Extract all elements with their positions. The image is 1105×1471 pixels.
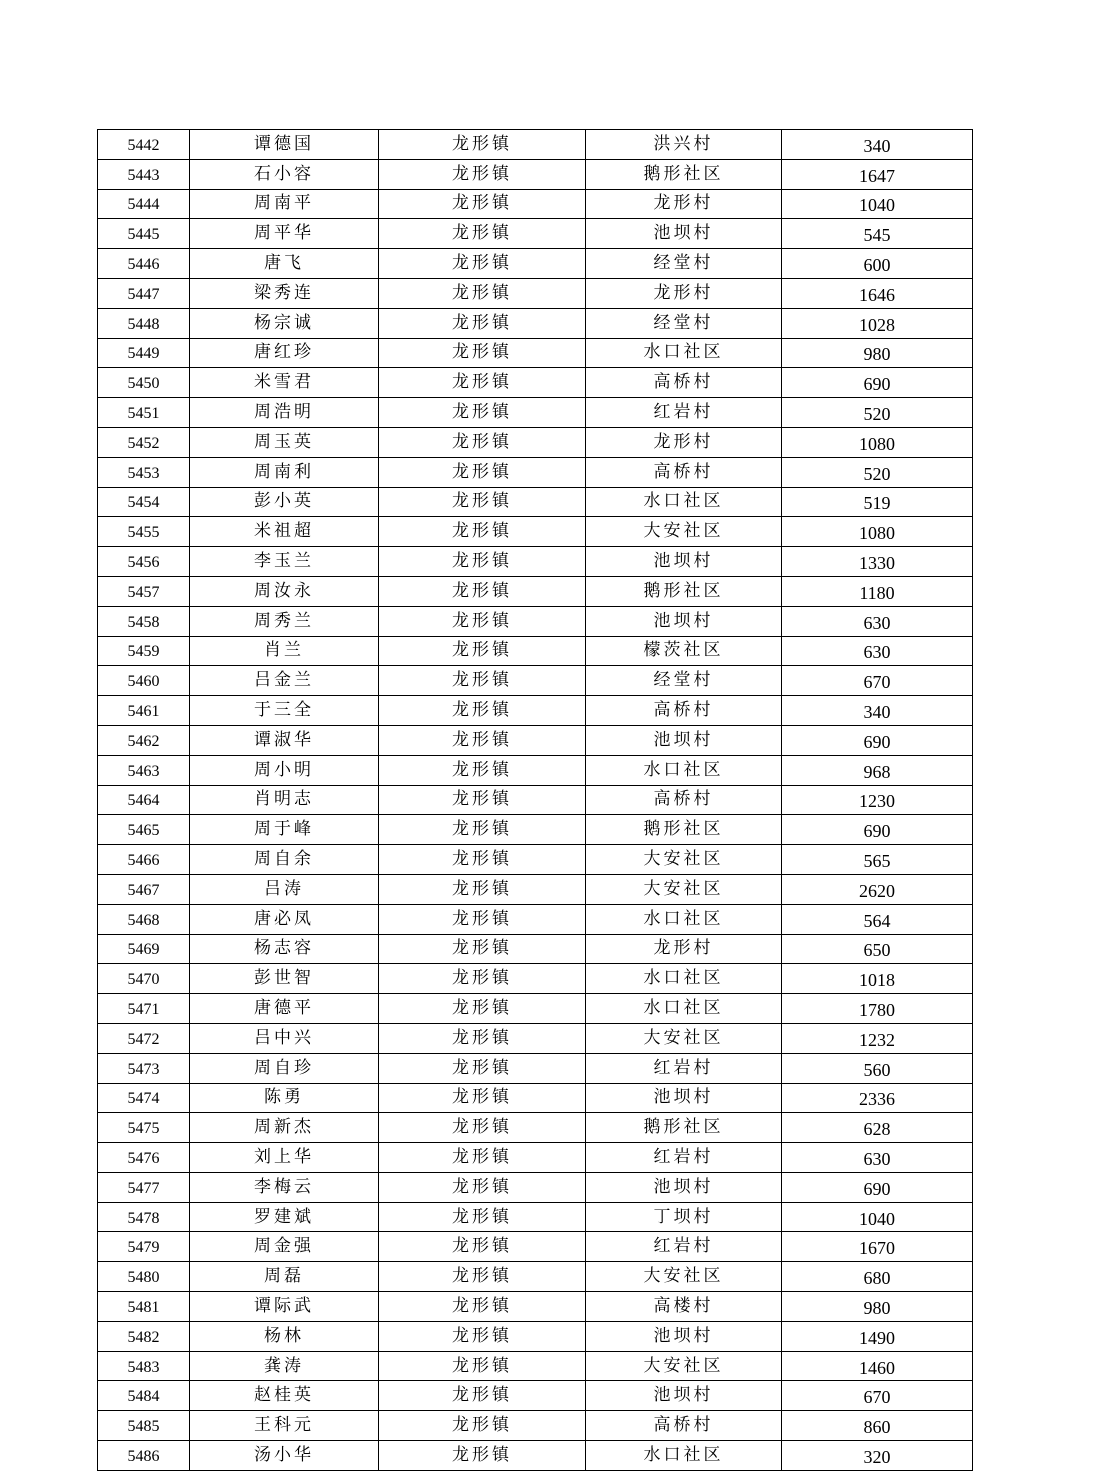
cell-town: 龙形镇 bbox=[379, 1113, 586, 1143]
cell-name: 周玉英 bbox=[190, 427, 379, 457]
cell-amount: 1040 bbox=[782, 1202, 973, 1232]
cell-amount: 690 bbox=[782, 1172, 973, 1202]
cell-amount: 564 bbox=[782, 904, 973, 934]
cell-name: 周秀兰 bbox=[190, 606, 379, 636]
table-row bbox=[98, 1023, 973, 1053]
cell-village: 池坝村 bbox=[586, 219, 782, 249]
cell-village: 大安社区 bbox=[586, 517, 782, 547]
cell-name: 杨志容 bbox=[190, 934, 379, 964]
cell-town: 龙形镇 bbox=[379, 398, 586, 428]
table-row bbox=[98, 1143, 973, 1173]
table-row bbox=[98, 904, 973, 934]
table-row bbox=[98, 1292, 973, 1322]
cell-amount: 340 bbox=[782, 130, 973, 160]
cell-id: 5476 bbox=[98, 1143, 190, 1173]
cell-name: 周汝永 bbox=[190, 576, 379, 606]
cell-name: 唐德平 bbox=[190, 994, 379, 1024]
table-row bbox=[98, 606, 973, 636]
cell-name: 周自珍 bbox=[190, 1053, 379, 1083]
cell-town: 龙形镇 bbox=[379, 1202, 586, 1232]
cell-amount: 1647 bbox=[782, 159, 973, 189]
table-row bbox=[98, 576, 973, 606]
table-row bbox=[98, 1232, 973, 1262]
table-row bbox=[98, 487, 973, 517]
table-row bbox=[98, 964, 973, 994]
cell-village: 水口社区 bbox=[586, 755, 782, 785]
cell-name: 谭淑华 bbox=[190, 725, 379, 755]
cell-town: 龙形镇 bbox=[379, 338, 586, 368]
cell-village: 大安社区 bbox=[586, 1351, 782, 1381]
table-row bbox=[98, 517, 973, 547]
cell-village: 经堂村 bbox=[586, 308, 782, 338]
cell-town: 龙形镇 bbox=[379, 1262, 586, 1292]
cell-village: 水口社区 bbox=[586, 338, 782, 368]
cell-id: 5445 bbox=[98, 219, 190, 249]
cell-name: 周平华 bbox=[190, 219, 379, 249]
cell-village: 鹅形社区 bbox=[586, 1113, 782, 1143]
cell-id: 5477 bbox=[98, 1172, 190, 1202]
cell-amount: 680 bbox=[782, 1262, 973, 1292]
table-row bbox=[98, 636, 973, 666]
cell-name: 米祖超 bbox=[190, 517, 379, 547]
cell-town: 龙形镇 bbox=[379, 487, 586, 517]
cell-town: 龙形镇 bbox=[379, 517, 586, 547]
cell-id: 5442 bbox=[98, 130, 190, 160]
cell-name: 陈勇 bbox=[190, 1083, 379, 1113]
cell-name: 龚涛 bbox=[190, 1351, 379, 1381]
cell-amount: 1180 bbox=[782, 576, 973, 606]
cell-amount: 1646 bbox=[782, 278, 973, 308]
cell-id: 5474 bbox=[98, 1083, 190, 1113]
table-row bbox=[98, 1053, 973, 1083]
cell-name: 于三全 bbox=[190, 696, 379, 726]
cell-amount: 980 bbox=[782, 1292, 973, 1322]
cell-id: 5471 bbox=[98, 994, 190, 1024]
table-row bbox=[98, 398, 973, 428]
table-row bbox=[98, 1202, 973, 1232]
table-row bbox=[98, 278, 973, 308]
cell-amount: 650 bbox=[782, 934, 973, 964]
cell-id: 5461 bbox=[98, 696, 190, 726]
cell-amount: 690 bbox=[782, 815, 973, 845]
table-row bbox=[98, 1172, 973, 1202]
cell-id: 5451 bbox=[98, 398, 190, 428]
cell-amount: 520 bbox=[782, 398, 973, 428]
cell-town: 龙形镇 bbox=[379, 1232, 586, 1262]
table-row bbox=[98, 1113, 973, 1143]
cell-village: 池坝村 bbox=[586, 606, 782, 636]
cell-amount: 1230 bbox=[782, 785, 973, 815]
table-row bbox=[98, 1083, 973, 1113]
cell-village: 大安社区 bbox=[586, 874, 782, 904]
cell-amount: 320 bbox=[782, 1441, 973, 1471]
table-row bbox=[98, 368, 973, 398]
cell-town: 龙形镇 bbox=[379, 1441, 586, 1471]
cell-name: 周金强 bbox=[190, 1232, 379, 1262]
cell-town: 龙形镇 bbox=[379, 1083, 586, 1113]
cell-amount: 519 bbox=[782, 487, 973, 517]
cell-name: 杨林 bbox=[190, 1321, 379, 1351]
cell-id: 5473 bbox=[98, 1053, 190, 1083]
table-row bbox=[98, 1381, 973, 1411]
table-row bbox=[98, 457, 973, 487]
cell-town: 龙形镇 bbox=[379, 1143, 586, 1173]
cell-town: 龙形镇 bbox=[379, 457, 586, 487]
cell-id: 5478 bbox=[98, 1202, 190, 1232]
table-row bbox=[98, 547, 973, 577]
cell-name: 李玉兰 bbox=[190, 547, 379, 577]
cell-amount: 1080 bbox=[782, 517, 973, 547]
cell-village: 大安社区 bbox=[586, 1023, 782, 1053]
cell-amount: 1330 bbox=[782, 547, 973, 577]
cell-id: 5484 bbox=[98, 1381, 190, 1411]
cell-name: 周于峰 bbox=[190, 815, 379, 845]
cell-town: 龙形镇 bbox=[379, 606, 586, 636]
cell-id: 5450 bbox=[98, 368, 190, 398]
cell-town: 龙形镇 bbox=[379, 130, 586, 160]
cell-name: 彭世智 bbox=[190, 964, 379, 994]
table-row bbox=[98, 219, 973, 249]
table-row bbox=[98, 338, 973, 368]
cell-town: 龙形镇 bbox=[379, 904, 586, 934]
cell-name: 米雪君 bbox=[190, 368, 379, 398]
cell-town: 龙形镇 bbox=[379, 1292, 586, 1322]
cell-id: 5458 bbox=[98, 606, 190, 636]
table-row bbox=[98, 874, 973, 904]
table-row bbox=[98, 755, 973, 785]
table-row bbox=[98, 845, 973, 875]
cell-amount: 1490 bbox=[782, 1321, 973, 1351]
cell-amount: 600 bbox=[782, 249, 973, 279]
cell-village: 水口社区 bbox=[586, 1441, 782, 1471]
cell-amount: 628 bbox=[782, 1113, 973, 1143]
cell-village: 高桥村 bbox=[586, 785, 782, 815]
table-row bbox=[98, 785, 973, 815]
cell-id: 5468 bbox=[98, 904, 190, 934]
cell-name: 肖明志 bbox=[190, 785, 379, 815]
cell-amount: 565 bbox=[782, 845, 973, 875]
table-row bbox=[98, 666, 973, 696]
cell-amount: 1232 bbox=[782, 1023, 973, 1053]
cell-id: 5453 bbox=[98, 457, 190, 487]
cell-name: 周自余 bbox=[190, 845, 379, 875]
cell-village: 水口社区 bbox=[586, 964, 782, 994]
cell-amount: 980 bbox=[782, 338, 973, 368]
cell-town: 龙形镇 bbox=[379, 219, 586, 249]
cell-name: 罗建斌 bbox=[190, 1202, 379, 1232]
cell-village: 池坝村 bbox=[586, 1172, 782, 1202]
cell-name: 赵桂英 bbox=[190, 1381, 379, 1411]
table-row bbox=[98, 994, 973, 1024]
cell-amount: 1670 bbox=[782, 1232, 973, 1262]
cell-id: 5486 bbox=[98, 1441, 190, 1471]
cell-id: 5460 bbox=[98, 666, 190, 696]
cell-id: 5479 bbox=[98, 1232, 190, 1262]
table-row bbox=[98, 1351, 973, 1381]
cell-id: 5482 bbox=[98, 1321, 190, 1351]
cell-amount: 860 bbox=[782, 1411, 973, 1441]
subsidy-table bbox=[97, 129, 973, 1471]
cell-name: 吕涛 bbox=[190, 874, 379, 904]
cell-amount: 690 bbox=[782, 368, 973, 398]
cell-amount: 670 bbox=[782, 1381, 973, 1411]
cell-name: 周小明 bbox=[190, 755, 379, 785]
cell-village: 鹅形社区 bbox=[586, 815, 782, 845]
cell-village: 大安社区 bbox=[586, 845, 782, 875]
cell-name: 吕金兰 bbox=[190, 666, 379, 696]
cell-name: 肖兰 bbox=[190, 636, 379, 666]
table-row bbox=[98, 815, 973, 845]
cell-village: 洪兴村 bbox=[586, 130, 782, 160]
cell-name: 周新杰 bbox=[190, 1113, 379, 1143]
cell-amount: 1460 bbox=[782, 1351, 973, 1381]
cell-name: 石小容 bbox=[190, 159, 379, 189]
table-row bbox=[98, 130, 973, 160]
cell-town: 龙形镇 bbox=[379, 576, 586, 606]
cell-village: 檬茨社区 bbox=[586, 636, 782, 666]
cell-amount: 545 bbox=[782, 219, 973, 249]
cell-village: 池坝村 bbox=[586, 1321, 782, 1351]
cell-village: 水口社区 bbox=[586, 487, 782, 517]
cell-id: 5465 bbox=[98, 815, 190, 845]
table-row bbox=[98, 159, 973, 189]
cell-village: 高桥村 bbox=[586, 457, 782, 487]
cell-name: 周磊 bbox=[190, 1262, 379, 1292]
cell-name: 周南利 bbox=[190, 457, 379, 487]
cell-id: 5466 bbox=[98, 845, 190, 875]
cell-id: 5455 bbox=[98, 517, 190, 547]
cell-id: 5452 bbox=[98, 427, 190, 457]
table-row bbox=[98, 189, 973, 219]
cell-name: 刘上华 bbox=[190, 1143, 379, 1173]
cell-town: 龙形镇 bbox=[379, 696, 586, 726]
table-row bbox=[98, 1321, 973, 1351]
cell-town: 龙形镇 bbox=[379, 994, 586, 1024]
cell-village: 红岩村 bbox=[586, 1143, 782, 1173]
cell-name: 周浩明 bbox=[190, 398, 379, 428]
cell-amount: 1040 bbox=[782, 189, 973, 219]
cell-id: 5457 bbox=[98, 576, 190, 606]
cell-village: 红岩村 bbox=[586, 1232, 782, 1262]
cell-amount: 340 bbox=[782, 696, 973, 726]
cell-id: 5449 bbox=[98, 338, 190, 368]
cell-id: 5483 bbox=[98, 1351, 190, 1381]
table-row bbox=[98, 1441, 973, 1471]
cell-id: 5462 bbox=[98, 725, 190, 755]
table-row bbox=[98, 308, 973, 338]
cell-village: 红岩村 bbox=[586, 398, 782, 428]
table-row bbox=[98, 696, 973, 726]
cell-town: 龙形镇 bbox=[379, 547, 586, 577]
cell-amount: 2620 bbox=[782, 874, 973, 904]
cell-town: 龙形镇 bbox=[379, 845, 586, 875]
cell-id: 5459 bbox=[98, 636, 190, 666]
cell-village: 龙形村 bbox=[586, 427, 782, 457]
cell-village: 经堂村 bbox=[586, 249, 782, 279]
cell-amount: 1080 bbox=[782, 427, 973, 457]
cell-village: 池坝村 bbox=[586, 725, 782, 755]
cell-name: 唐红珍 bbox=[190, 338, 379, 368]
cell-id: 5472 bbox=[98, 1023, 190, 1053]
cell-village: 池坝村 bbox=[586, 1381, 782, 1411]
cell-town: 龙形镇 bbox=[379, 964, 586, 994]
cell-amount: 1780 bbox=[782, 994, 973, 1024]
cell-town: 龙形镇 bbox=[379, 368, 586, 398]
cell-town: 龙形镇 bbox=[379, 249, 586, 279]
cell-id: 5444 bbox=[98, 189, 190, 219]
cell-town: 龙形镇 bbox=[379, 308, 586, 338]
cell-village: 丁坝村 bbox=[586, 1202, 782, 1232]
cell-name: 汤小华 bbox=[190, 1441, 379, 1471]
cell-village: 大安社区 bbox=[586, 1262, 782, 1292]
cell-id: 5454 bbox=[98, 487, 190, 517]
cell-town: 龙形镇 bbox=[379, 1351, 586, 1381]
cell-village: 水口社区 bbox=[586, 904, 782, 934]
cell-town: 龙形镇 bbox=[379, 1381, 586, 1411]
cell-town: 龙形镇 bbox=[379, 785, 586, 815]
cell-id: 5456 bbox=[98, 547, 190, 577]
table-row bbox=[98, 1262, 973, 1292]
cell-name: 谭德国 bbox=[190, 130, 379, 160]
cell-town: 龙形镇 bbox=[379, 636, 586, 666]
cell-amount: 670 bbox=[782, 666, 973, 696]
cell-name: 吕中兴 bbox=[190, 1023, 379, 1053]
cell-name: 李梅云 bbox=[190, 1172, 379, 1202]
cell-village: 鹅形社区 bbox=[586, 576, 782, 606]
cell-id: 5464 bbox=[98, 785, 190, 815]
cell-name: 唐飞 bbox=[190, 249, 379, 279]
cell-town: 龙形镇 bbox=[379, 159, 586, 189]
cell-town: 龙形镇 bbox=[379, 278, 586, 308]
cell-town: 龙形镇 bbox=[379, 874, 586, 904]
cell-amount: 1018 bbox=[782, 964, 973, 994]
cell-town: 龙形镇 bbox=[379, 934, 586, 964]
cell-town: 龙形镇 bbox=[379, 666, 586, 696]
cell-amount: 968 bbox=[782, 755, 973, 785]
cell-name: 王科元 bbox=[190, 1411, 379, 1441]
cell-id: 5467 bbox=[98, 874, 190, 904]
cell-name: 谭际武 bbox=[190, 1292, 379, 1322]
cell-amount: 560 bbox=[782, 1053, 973, 1083]
cell-amount: 630 bbox=[782, 636, 973, 666]
cell-village: 鹅形社区 bbox=[586, 159, 782, 189]
table-row bbox=[98, 934, 973, 964]
cell-town: 龙形镇 bbox=[379, 427, 586, 457]
cell-amount: 690 bbox=[782, 725, 973, 755]
cell-town: 龙形镇 bbox=[379, 1053, 586, 1083]
cell-id: 5443 bbox=[98, 159, 190, 189]
cell-village: 高桥村 bbox=[586, 1411, 782, 1441]
cell-id: 5446 bbox=[98, 249, 190, 279]
cell-town: 龙形镇 bbox=[379, 755, 586, 785]
cell-name: 梁秀连 bbox=[190, 278, 379, 308]
cell-village: 池坝村 bbox=[586, 1083, 782, 1113]
cell-town: 龙形镇 bbox=[379, 1023, 586, 1053]
cell-village: 水口社区 bbox=[586, 994, 782, 1024]
cell-village: 红岩村 bbox=[586, 1053, 782, 1083]
cell-name: 杨宗诚 bbox=[190, 308, 379, 338]
cell-village: 池坝村 bbox=[586, 547, 782, 577]
cell-id: 5475 bbox=[98, 1113, 190, 1143]
cell-name: 彭小英 bbox=[190, 487, 379, 517]
table-row bbox=[98, 1411, 973, 1441]
cell-name: 唐必凤 bbox=[190, 904, 379, 934]
cell-town: 龙形镇 bbox=[379, 1321, 586, 1351]
cell-town: 龙形镇 bbox=[379, 815, 586, 845]
cell-id: 5481 bbox=[98, 1292, 190, 1322]
table-row bbox=[98, 427, 973, 457]
cell-id: 5463 bbox=[98, 755, 190, 785]
cell-amount: 520 bbox=[782, 457, 973, 487]
cell-town: 龙形镇 bbox=[379, 1411, 586, 1441]
cell-village: 经堂村 bbox=[586, 666, 782, 696]
cell-id: 5470 bbox=[98, 964, 190, 994]
cell-amount: 1028 bbox=[782, 308, 973, 338]
table-body bbox=[98, 130, 973, 1471]
cell-id: 5469 bbox=[98, 934, 190, 964]
cell-id: 5480 bbox=[98, 1262, 190, 1292]
cell-id: 5485 bbox=[98, 1411, 190, 1441]
cell-amount: 630 bbox=[782, 606, 973, 636]
cell-amount: 630 bbox=[782, 1143, 973, 1173]
cell-town: 龙形镇 bbox=[379, 189, 586, 219]
cell-village: 高桥村 bbox=[586, 696, 782, 726]
cell-id: 5448 bbox=[98, 308, 190, 338]
cell-village: 高楼村 bbox=[586, 1292, 782, 1322]
cell-amount: 2336 bbox=[782, 1083, 973, 1113]
table-row bbox=[98, 249, 973, 279]
cell-id: 5447 bbox=[98, 278, 190, 308]
cell-town: 龙形镇 bbox=[379, 725, 586, 755]
cell-town: 龙形镇 bbox=[379, 1172, 586, 1202]
cell-village: 龙形村 bbox=[586, 934, 782, 964]
table-row bbox=[98, 725, 973, 755]
cell-village: 龙形村 bbox=[586, 189, 782, 219]
cell-village: 龙形村 bbox=[586, 278, 782, 308]
cell-village: 高桥村 bbox=[586, 368, 782, 398]
cell-name: 周南平 bbox=[190, 189, 379, 219]
